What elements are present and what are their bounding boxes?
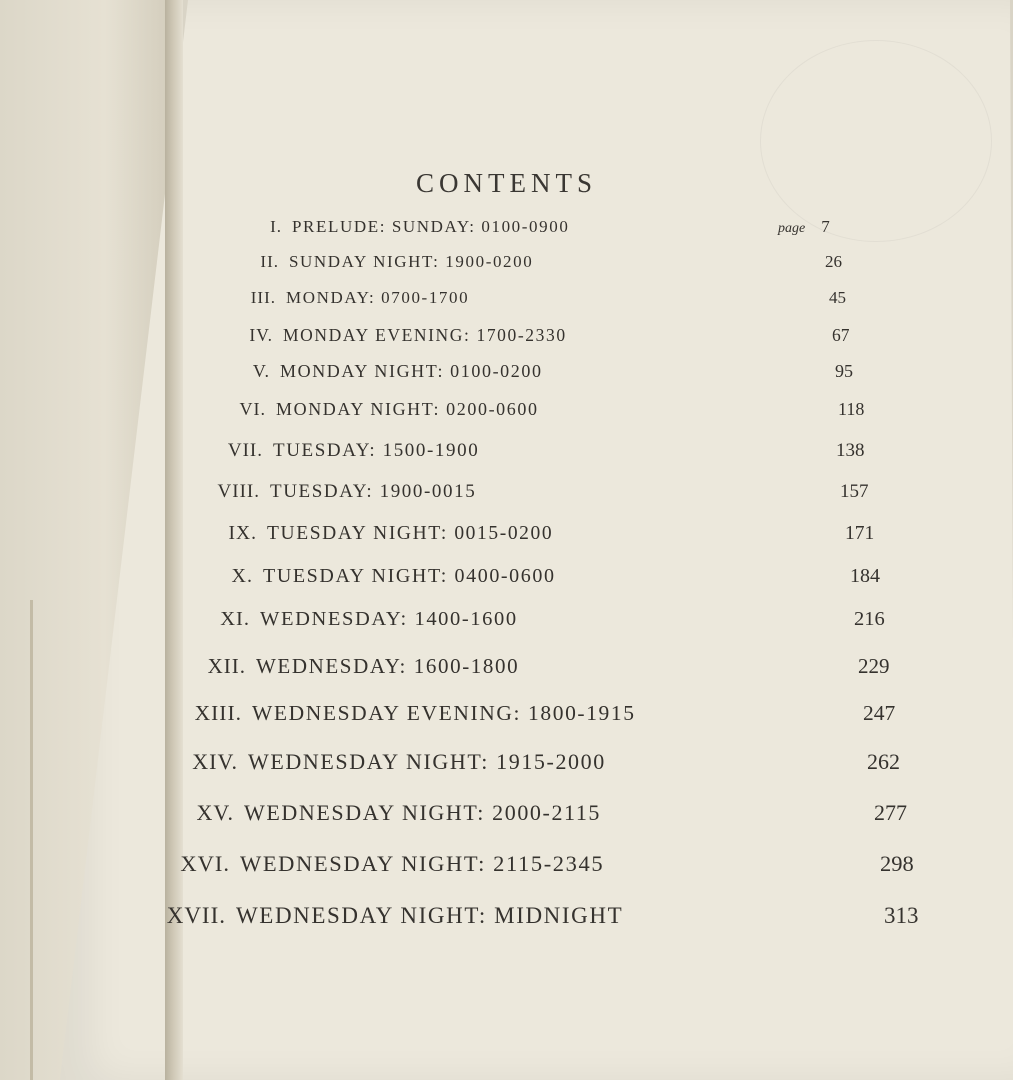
chapter-title: WEDNESDAY EVENING: 1800-1915 <box>252 700 636 725</box>
chapter-title: PRELUDE: SUNDAY: 0100-0900 <box>292 217 570 236</box>
page-edge <box>30 600 33 1080</box>
chapter-page-number <box>836 440 865 462</box>
page-label: page <box>778 221 806 236</box>
chapter-page-number <box>845 523 874 545</box>
page-number-value: 247 <box>863 700 896 725</box>
page-number-value: 7 <box>821 217 830 236</box>
chapter-page-number <box>858 654 890 679</box>
contents-heading: CONTENTS <box>416 168 597 198</box>
toc-entry <box>194 700 636 726</box>
chapter-numeral: XIII. <box>194 700 242 725</box>
chapter-title: WEDNESDAY: 1600-1800 <box>256 654 520 678</box>
chapter-title: MONDAY: 0700-1700 <box>286 288 470 307</box>
toc-entry <box>180 850 605 877</box>
chapter-page-number <box>832 325 850 346</box>
chapter-page-number <box>854 608 885 631</box>
page-number-value: 118 <box>838 399 865 419</box>
chapter-page-number <box>867 749 900 775</box>
chapter-title: WEDNESDAY NIGHT: 2115-2345 <box>240 850 605 876</box>
page-number-value: 298 <box>880 850 914 876</box>
page-number-value: 67 <box>832 324 850 345</box>
chapter-numeral: III. <box>250 288 276 307</box>
toc-entry <box>207 654 520 679</box>
page-number-value: 171 <box>845 522 875 544</box>
chapter-numeral: XIV. <box>192 749 238 774</box>
page-number-value: 95 <box>835 361 853 381</box>
page-number-value: 262 <box>867 749 900 774</box>
chapter-numeral: I. <box>270 217 282 236</box>
chapter-numeral: IV. <box>249 324 273 345</box>
chapter-numeral: V. <box>252 361 270 381</box>
page-number-value: 45 <box>829 288 846 307</box>
toc-entry <box>231 565 556 588</box>
toc-entry <box>252 361 543 382</box>
toc-entry <box>192 749 606 775</box>
chapter-page-number <box>880 851 914 877</box>
chapter-title: MONDAY NIGHT: 0100-0200 <box>280 361 543 381</box>
page-number-value: 184 <box>850 565 880 587</box>
chapter-numeral: X. <box>231 565 253 587</box>
chapter-page-number <box>778 217 830 237</box>
chapter-numeral: II. <box>260 252 279 271</box>
page-number-value: 313 <box>884 903 919 928</box>
chapter-numeral: XV. <box>196 800 234 825</box>
chapter-page-number <box>884 903 919 929</box>
chapter-title: TUESDAY: 1900-0015 <box>270 481 477 502</box>
chapter-numeral: VIII. <box>217 481 260 502</box>
toc-entry <box>220 607 518 631</box>
toc-entry <box>270 217 570 237</box>
chapter-page-number <box>835 361 853 382</box>
chapter-numeral: IX. <box>228 522 257 544</box>
chapter-numeral: VII. <box>227 440 263 461</box>
chapter-title: WEDNESDAY NIGHT: 2000-2115 <box>244 800 602 825</box>
chapter-page-number <box>838 399 864 420</box>
toc-entry <box>217 481 477 503</box>
toc-entry <box>196 800 602 826</box>
chapter-page-number <box>840 481 869 503</box>
chapter-numeral: XVII. <box>166 903 226 928</box>
chapter-numeral: XI. <box>220 607 250 630</box>
page-number-value: 157 <box>840 481 869 502</box>
page-number-value: 26 <box>825 252 842 271</box>
chapter-title: TUESDAY NIGHT: 0015-0200 <box>267 522 554 544</box>
toc-entry <box>250 288 470 308</box>
chapter-title: WEDNESDAY: 1400-1600 <box>260 607 518 630</box>
chapter-page-number <box>825 252 842 272</box>
chapter-numeral: XII. <box>207 654 246 678</box>
page-number-value: 216 <box>854 607 885 630</box>
chapter-page-number <box>874 800 907 826</box>
chapter-title: MONDAY NIGHT: 0200-0600 <box>276 399 539 419</box>
page-number-value: 229 <box>858 654 890 678</box>
page-number-value: 277 <box>874 800 907 825</box>
toc-entry <box>227 440 480 462</box>
chapter-title: TUESDAY: 1500-1900 <box>273 440 480 461</box>
chapter-numeral: VI. <box>239 399 266 419</box>
chapter-title: WEDNESDAY NIGHT: MIDNIGHT <box>236 903 624 928</box>
toc-entry <box>166 903 624 929</box>
chapter-title: TUESDAY NIGHT: 0400-0600 <box>263 565 556 587</box>
toc-entry <box>239 399 539 420</box>
chapter-numeral: XVI. <box>180 850 230 876</box>
chapter-page-number <box>850 565 880 588</box>
chapter-page-number <box>829 288 846 308</box>
toc-entry <box>249 324 567 346</box>
page-number-value: 138 <box>836 440 865 461</box>
show-through-marks <box>760 40 992 242</box>
chapter-title: SUNDAY NIGHT: 1900-0200 <box>289 252 534 271</box>
chapter-page-number <box>863 701 895 726</box>
chapter-title: MONDAY EVENING: 1700-2330 <box>283 324 567 345</box>
toc-entry <box>260 252 534 272</box>
chapter-title: WEDNESDAY NIGHT: 1915-2000 <box>248 749 606 774</box>
toc-entry <box>228 522 554 545</box>
